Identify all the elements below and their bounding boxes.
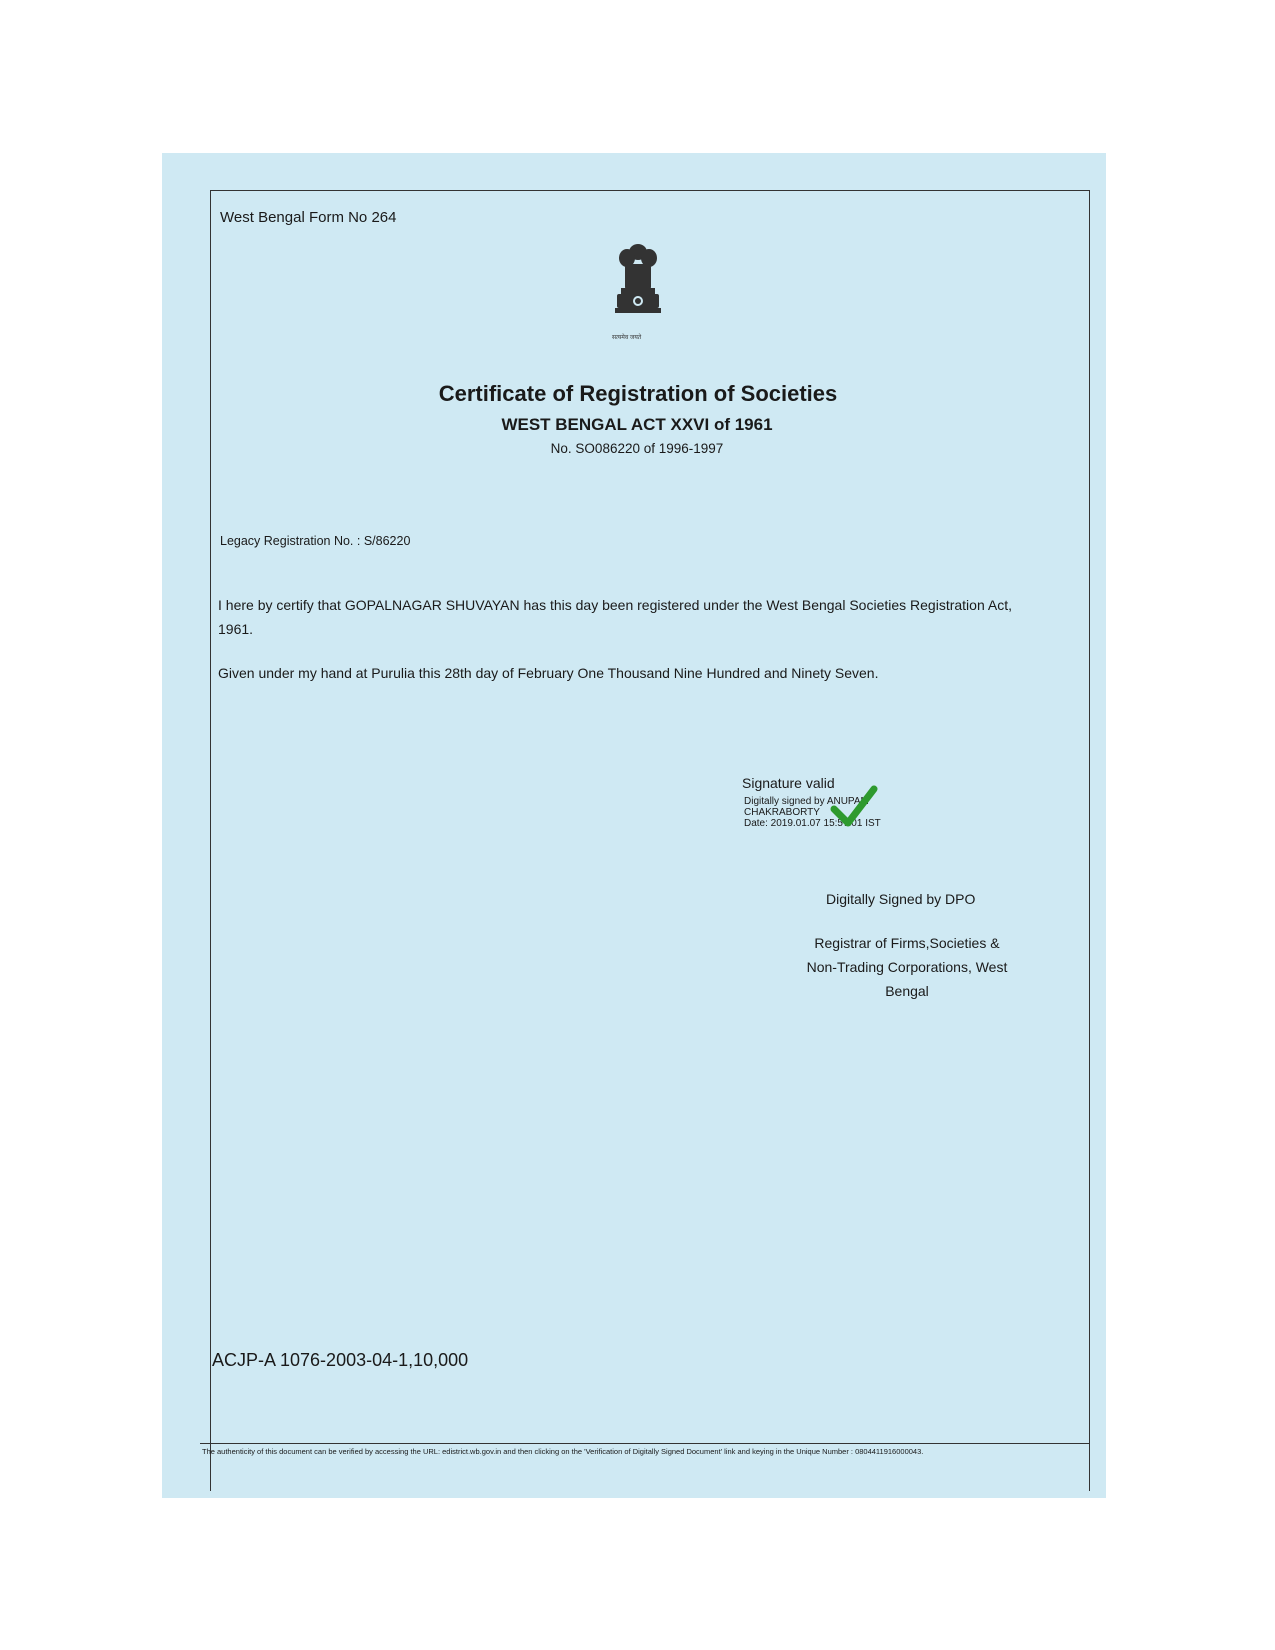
certificate-title: Certificate of Registration of Societies — [438, 381, 838, 406]
signed-by-dpo: Digitally Signed by DPO — [826, 891, 976, 907]
emblem-motto: सत्यमेव जयते — [612, 335, 642, 341]
footer-divider — [200, 1443, 1090, 1444]
checkmark-icon — [830, 783, 878, 831]
reference-code: ACJP-A 1076-2003-04-1,10,000 — [212, 1350, 469, 1370]
form-number: West Bengal Form No 264 — [220, 209, 397, 226]
act-title: WEST BENGAL ACT XXVI of 1961 — [501, 415, 773, 434]
certification-statement: I here by certify that GOPALNAGAR SHUVAYAN has this day been registered under the West Bengal Societies Registration Act, 1961. — [218, 597, 1012, 637]
national-emblem-icon — [607, 238, 669, 334]
signature-details: Digitally signed by ANUPAM CHAKRABORTY Date: 2019.01.07 15:57:01 IST — [744, 796, 881, 829]
registration-number: No. SO086220 of 1996-1997 — [550, 441, 724, 456]
legacy-registration: Legacy Registration No. : S/86220 — [220, 534, 411, 548]
given-under-statement: Given under my hand at Purulia this 28th day of February One Thousand Nine Hundred and Ninety Seven. — [218, 665, 879, 681]
verification-note: The authenticity of this document can be verified by accessing the URL: edistrict.wb.gov.in and then clicking on the 'Verification of Digitally Signed Document' link and keying in the Unique Number : 0804411916000043. — [202, 1447, 924, 1456]
certificate-sheet — [162, 153, 1106, 1498]
signature-status: Signature valid — [742, 775, 835, 791]
registrar-designation: Registrar of Firms,Societies & Non-Trading Corporations, West Bengal — [806, 935, 1008, 999]
